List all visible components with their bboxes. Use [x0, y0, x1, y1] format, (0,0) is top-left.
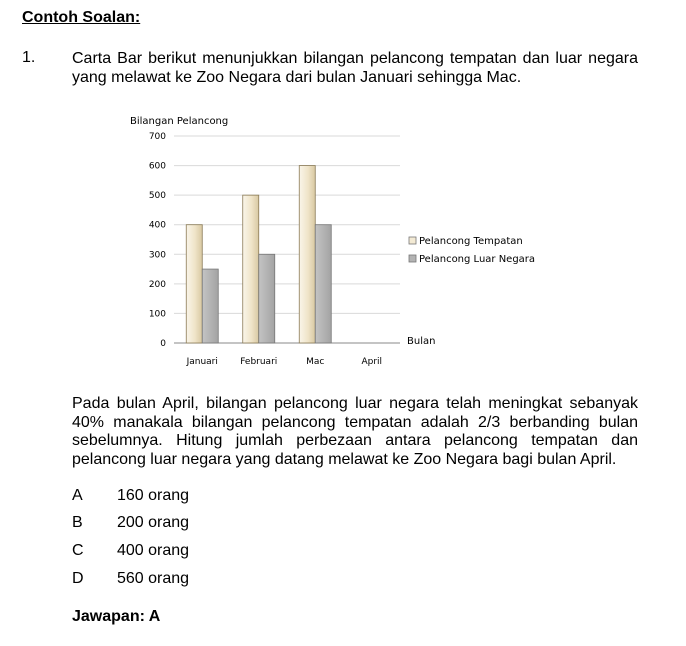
- bar-tempatan: [243, 195, 259, 343]
- legend-label-tempatan: Pelancong Tempatan: [419, 236, 523, 247]
- bar-tempatan: [186, 225, 202, 343]
- x-tick-label: April: [361, 357, 383, 367]
- y-tick-label: 600: [148, 161, 166, 172]
- bar-tempatan: [299, 166, 315, 343]
- option-a-letter: A: [72, 487, 83, 504]
- y-tick-label: 200: [148, 279, 166, 290]
- y-tick-label: 100: [148, 309, 166, 320]
- option-c-text: 400 orang: [117, 542, 190, 559]
- y-tick-label: 400: [148, 220, 166, 231]
- y-axis-label: Bilangan Pelancong: [130, 116, 229, 127]
- question-number: 1.: [22, 49, 36, 66]
- legend-label-luar-negara: Pelancong Luar Negara: [419, 254, 536, 265]
- heading: Contoh Soalan:: [22, 9, 141, 26]
- option-b-letter: B: [72, 514, 83, 531]
- option-d-letter: D: [72, 570, 84, 587]
- x-tick-label: Mac: [306, 357, 325, 367]
- question-body: Pada bulan April, bilangan pelancong luar negara telah meningkat sebanyak 40% manakala bilangan pelancong tempatan adalah 2/3 berbanding bulan sebelumnya. Hitung jumlah perbezaan antara pelancong tempatan dan pelancong luar negara yang datang melawat ke Zoo Negara bagi bulan April.: [72, 395, 638, 468]
- legend-swatch-luar-negara: [409, 255, 416, 262]
- bar-luar-negara: [315, 225, 331, 343]
- bar-chart: [120, 108, 540, 373]
- x-tick-label: Februari: [240, 357, 278, 367]
- option-c-letter: C: [72, 542, 84, 559]
- y-tick-label: 0: [160, 339, 166, 349]
- bar-luar-negara: [202, 269, 218, 343]
- option-a-text: 160 orang: [117, 487, 190, 504]
- y-tick-label: 500: [148, 191, 166, 202]
- option-b-text: 200 orang: [117, 514, 190, 531]
- x-axis-label: Bulan: [407, 336, 436, 347]
- y-tick-label: 300: [148, 250, 166, 261]
- x-tick-label: Januari: [186, 357, 218, 367]
- legend-swatch-tempatan: [409, 237, 416, 244]
- bar-luar-negara: [259, 254, 275, 343]
- legend: [409, 236, 535, 265]
- question-intro: Carta Bar berikut menunjukkan bilangan pelancong tempatan dan luar negara yang melawat ke Zoo Negara dari bulan Januari sehingga Mac.: [72, 50, 638, 86]
- option-d-text: 560 orang: [117, 570, 190, 587]
- y-tick-label: 700: [148, 132, 166, 142]
- answer: Jawapan: A: [72, 608, 161, 625]
